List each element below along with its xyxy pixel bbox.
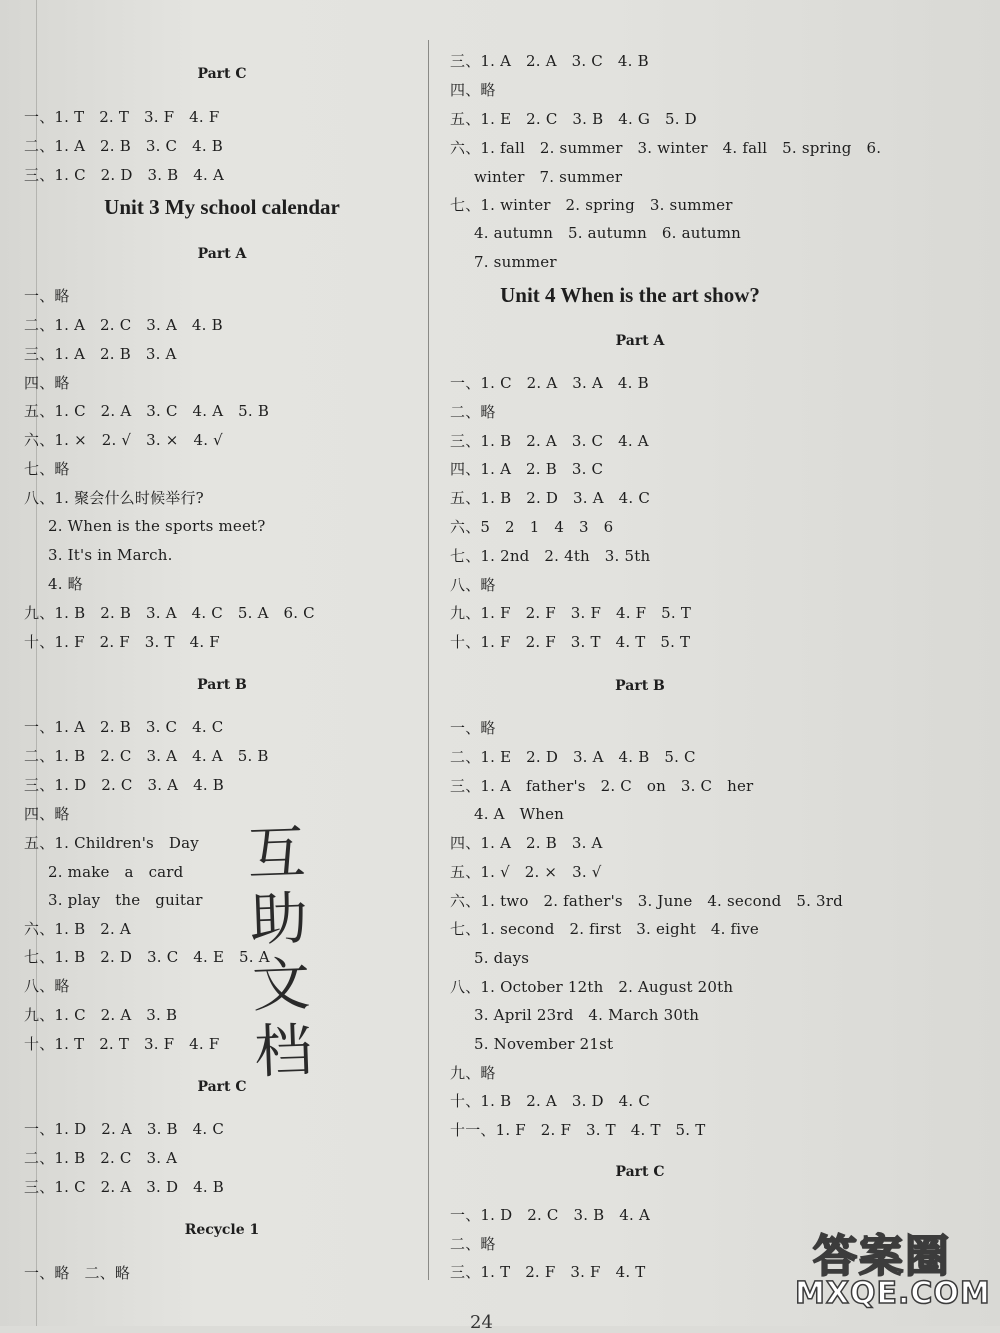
answer-line: 三、1. A 2. A 3. C 4. B <box>450 52 649 70</box>
answer-line: 八、略 <box>24 977 70 995</box>
answer-line: 三、1. A father's 2. C on 3. C her <box>450 777 754 795</box>
unit-4-title: Unit 4 When is the art show? <box>500 283 760 307</box>
answer-line: 3. play the guitar <box>48 891 203 909</box>
answer-line: 三、1. T 2. F 3. F 4. T <box>450 1263 646 1281</box>
answer-line: 二、1. B 2. C 3. A <box>24 1149 178 1167</box>
answer-line: 3. It's in March. <box>48 546 173 564</box>
watermark-logo <box>795 1218 995 1322</box>
part-a-title: Part A <box>615 333 665 349</box>
page-number: 24 <box>470 1312 493 1333</box>
answer-line: 三、1. A 2. B 3. A <box>24 345 177 363</box>
answer-line: 一、1. A 2. B 3. C 4. C <box>24 718 224 736</box>
answer-line: 二、略 <box>450 403 496 421</box>
watermark-text-cn: 答案圈 <box>813 1231 951 1282</box>
handwriting-char: 助 <box>248 884 310 955</box>
answer-line: 五、1. B 2. D 3. A 4. C <box>450 489 650 507</box>
answer-line: 四、1. A 2. B 3. A <box>450 834 603 852</box>
answer-line: 七、1. 2nd 2. 4th 3. 5th <box>450 547 651 565</box>
handwriting-char: 互 <box>246 818 307 889</box>
answer-line: 二、1. A 2. C 3. A 4. B <box>24 316 223 334</box>
answer-line: 六、1. B 2. A <box>24 920 131 938</box>
answer-line: 八、略 <box>450 576 496 594</box>
recycle-title: Recycle 1 <box>184 1222 260 1238</box>
answer-line: 一、1. C 2. A 3. A 4. B <box>450 374 649 392</box>
answer-line: 一、略 <box>24 287 70 305</box>
answer-line: 二、1. E 2. D 3. A 4. B 5. C <box>450 748 696 766</box>
answer-line: 4. A When <box>474 805 565 823</box>
answer-line: 九、1. B 2. B 3. A 4. C 5. A 6. C <box>24 604 315 622</box>
handwriting-char: 文 <box>250 949 312 1020</box>
answer-line: 八、1. 聚会什么时候举行? <box>24 489 204 507</box>
answer-line: 十一、1. F 2. F 3. T 4. T 5. T <box>450 1121 706 1139</box>
answer-line: 四、略 <box>450 81 496 99</box>
answer-line: 五、1. √ 2. × 3. √ <box>450 863 602 881</box>
answer-line: 5. days <box>474 949 530 967</box>
answer-line: 十、1. F 2. F 3. T 4. F <box>24 633 220 651</box>
part-c-title: Part C <box>197 66 247 82</box>
answer-line: 一、略 二、略 <box>24 1264 131 1282</box>
answer-line: 三、1. C 2. D 3. B 4. A <box>24 166 224 184</box>
answer-line: 七、1. second 2. first 3. eight 4. five <box>450 920 760 938</box>
answer-line: 七、1. B 2. D 3. C 4. E 5. A <box>24 948 270 966</box>
answer-line: 3. April 23rd 4. March 30th <box>474 1006 700 1024</box>
part-c-title: Part C <box>197 1079 247 1095</box>
answer-line: 4. autumn 5. autumn 6. autumn <box>474 224 741 242</box>
answer-line: 一、1. D 2. C 3. B 4. A <box>450 1206 650 1224</box>
part-b-title: Part B <box>197 677 247 693</box>
answer-line: 五、1. E 2. C 3. B 4. G 5. D <box>450 110 697 128</box>
handwriting-char: 档 <box>253 1015 314 1086</box>
answer-line: 7. summer <box>474 253 557 271</box>
handwritten-annotation <box>220 818 339 1086</box>
answer-line: 八、1. October 12th 2. August 20th <box>450 978 734 996</box>
watermark-text-en: MXQE.COM <box>795 1276 991 1311</box>
answer-line: 一、略 <box>450 719 496 737</box>
answer-line: 十、1. F 2. F 3. T 4. T 5. T <box>450 633 691 651</box>
part-a-title: Part A <box>197 246 247 262</box>
answer-line: 5. November 21st <box>474 1035 614 1053</box>
answer-line: 九、1. C 2. A 3. B <box>24 1006 178 1024</box>
answer-line: 五、1. C 2. A 3. C 4. A 5. B <box>24 402 270 420</box>
answer-line: 六、1. two 2. father's 3. June 4. second 5. 3rd <box>450 892 843 910</box>
answer-line: 2. make a card <box>48 863 184 881</box>
answer-line: 六、5 2 1 4 3 6 <box>450 518 614 536</box>
answer-line: 一、1. D 2. A 3. B 4. C <box>24 1120 224 1138</box>
unit-3-title: Unit 3 My school calendar <box>104 195 340 219</box>
answer-line: 四、略 <box>24 805 70 823</box>
answer-line: 三、1. D 2. C 3. A 4. B <box>24 776 224 794</box>
answer-line: 七、1. winter 2. spring 3. summer <box>450 196 733 214</box>
answer-line: 五、1. Children's Day <box>24 834 199 852</box>
answer-line: 二、1. B 2. C 3. A 4. A 5. B <box>24 747 269 765</box>
answer-line: 二、略 <box>450 1235 496 1253</box>
answer-line: 六、1. fall 2. summer 3. winter 4. fall 5. spring 6. <box>450 139 882 157</box>
answer-line: 一、1. T 2. T 3. F 4. F <box>24 108 220 126</box>
answer-line: 三、1. B 2. A 3. C 4. A <box>450 432 649 450</box>
answer-line: 九、1. F 2. F 3. F 4. F 5. T <box>450 604 692 622</box>
answer-line: 十、1. T 2. T 3. F 4. F <box>24 1035 220 1053</box>
answer-line: winter 7. summer <box>474 168 623 186</box>
answer-line: 九、略 <box>450 1064 496 1082</box>
column-divider <box>428 40 429 1280</box>
part-b-title: Part B <box>615 678 665 694</box>
answer-line: 十、1. B 2. A 3. D 4. C <box>450 1092 650 1110</box>
answer-line: 四、略 <box>24 374 70 392</box>
part-c-title: Part C <box>615 1164 665 1180</box>
answer-line: 四、1. A 2. B 3. C <box>450 460 604 478</box>
answer-line: 六、1. × 2. √ 3. × 4. √ <box>24 431 223 449</box>
answer-line: 三、1. C 2. A 3. D 4. B <box>24 1178 224 1196</box>
answer-line: 2. When is the sports meet? <box>48 517 266 535</box>
answer-line: 4. 略 <box>48 575 83 593</box>
answer-line: 七、略 <box>24 460 70 478</box>
answer-line: 二、1. A 2. B 3. C 4. B <box>24 137 223 155</box>
